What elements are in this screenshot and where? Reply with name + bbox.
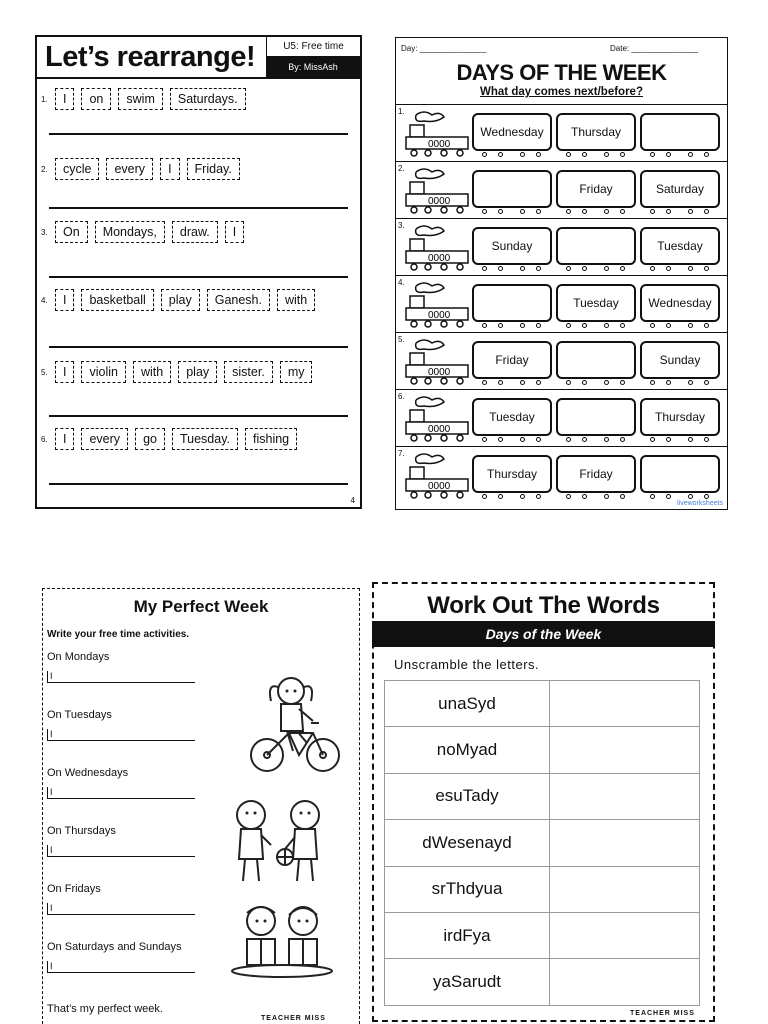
answer-cell[interactable] [550, 866, 700, 912]
table-row [385, 912, 700, 958]
train-engine-icon [402, 453, 472, 499]
wheel-icon [704, 494, 709, 499]
car-wheels [556, 209, 636, 215]
answer-cell[interactable] [550, 727, 700, 773]
wheel-icon [482, 209, 487, 214]
wheel-icon [566, 380, 571, 385]
word-card[interactable]: I [55, 289, 74, 311]
engine-number: 0000 [428, 139, 451, 150]
brand-logo: TEACHER MISS [630, 1010, 695, 1017]
wheel-icon [536, 209, 541, 214]
wheel-icon [482, 323, 487, 328]
word-card[interactable]: I [55, 88, 74, 110]
days-worksheet [395, 37, 728, 510]
engine-number: 0000 [428, 253, 451, 264]
days-subtitle: What day comes next/before? [480, 86, 643, 98]
perfect-week-instruction: Write your free time activities. [47, 629, 190, 640]
wheel-icon [666, 323, 671, 328]
work-out-worksheet [372, 582, 715, 1022]
train-row [396, 161, 727, 218]
train-car-day: Thursday [472, 455, 552, 493]
rearrange-worksheet [35, 35, 362, 509]
car-wheels [640, 152, 720, 158]
car-wheels [556, 437, 636, 443]
train-car-day: Tuesday [640, 227, 720, 265]
word-card[interactable]: my [280, 361, 313, 383]
wheel-icon [620, 494, 625, 499]
row-number: 6. [41, 434, 48, 444]
train-car-day: Wednesday [640, 284, 720, 322]
scrambled-word: unaSyd [385, 681, 550, 727]
answer-cell[interactable] [550, 912, 700, 958]
train-engine-icon [402, 339, 472, 385]
train-row [396, 446, 727, 503]
car-wheels [472, 152, 552, 158]
day-prompt: On Mondays [47, 651, 110, 663]
train-car-day: Sunday [640, 341, 720, 379]
train-car-day: Friday [556, 170, 636, 208]
wheel-icon [704, 380, 709, 385]
wheel-icon [666, 152, 671, 157]
table-row [385, 681, 700, 727]
train-engine-icon [402, 282, 472, 328]
word-card[interactable]: go [135, 428, 165, 450]
wheel-icon [704, 323, 709, 328]
wheel-icon [582, 209, 587, 214]
car-wheels [472, 323, 552, 329]
rearrange-title: Let’s rearrange! [45, 41, 256, 73]
wheel-icon [520, 323, 525, 328]
answer-cell[interactable] [550, 820, 700, 866]
wheel-icon [704, 209, 709, 214]
row-number: 2. [398, 164, 405, 173]
answer-line[interactable] [49, 207, 348, 209]
car-wheels [472, 209, 552, 215]
row-number: 4. [398, 278, 405, 287]
word-card[interactable]: Mondays, [95, 221, 165, 243]
wheel-icon [620, 323, 625, 328]
scrambled-word: dWesenayd [385, 820, 550, 866]
wheel-icon [666, 437, 671, 442]
wheel-icon [688, 494, 693, 499]
row-number: 7. [398, 449, 405, 458]
wheel-icon [520, 380, 525, 385]
wheel-icon [482, 266, 487, 271]
train-car-blank[interactable] [472, 170, 552, 208]
day-label: Day: _______________ [401, 44, 487, 53]
wheel-icon [498, 437, 503, 442]
word-card[interactable]: fishing [245, 428, 297, 450]
train-car-day: Saturday [640, 170, 720, 208]
row-number: 1. [41, 94, 48, 104]
unscramble-table [384, 680, 700, 1006]
sentence-row [41, 427, 354, 451]
perfect-week-worksheet [42, 588, 360, 1024]
wheel-icon [704, 266, 709, 271]
wheel-icon [620, 380, 625, 385]
wheel-icon [604, 380, 609, 385]
wheel-icon [536, 152, 541, 157]
date-label: Date: _______________ [610, 44, 699, 53]
word-card[interactable]: I [160, 158, 179, 180]
word-card[interactable]: I [55, 361, 74, 383]
train-car-blank[interactable] [556, 341, 636, 379]
table-row [385, 866, 700, 912]
car-wheels [640, 380, 720, 386]
work-out-band: Days of the Week [372, 621, 715, 647]
work-out-title: Work Out The Words [427, 592, 660, 619]
boys-with-basketball-illustration [229, 795, 335, 887]
car-wheels [472, 380, 552, 386]
scrambled-word: irdFya [385, 912, 550, 958]
answer-cell[interactable] [550, 959, 700, 1005]
word-card[interactable]: sister. [224, 361, 273, 383]
train-row [396, 332, 727, 389]
wheel-icon [666, 266, 671, 271]
train-car-blank[interactable] [556, 398, 636, 436]
train-engine-icon [402, 168, 472, 214]
table-row [385, 820, 700, 866]
page-number: 4 [350, 496, 355, 505]
writing-line[interactable]: I [47, 845, 195, 857]
scrambled-word: noMyad [385, 727, 550, 773]
sentence-row [41, 157, 354, 181]
word-card[interactable]: On [55, 221, 88, 243]
word-card[interactable]: play [161, 289, 200, 311]
scrambled-word: srThdyua [385, 866, 550, 912]
word-card[interactable]: Tuesday. [172, 428, 238, 450]
car-wheels [472, 266, 552, 272]
word-card[interactable]: I [55, 428, 74, 450]
wheel-icon [666, 209, 671, 214]
wheel-icon [498, 266, 503, 271]
word-card[interactable]: cycle [55, 158, 99, 180]
car-wheels [640, 323, 720, 329]
answer-line[interactable] [49, 483, 348, 485]
wheel-icon [566, 152, 571, 157]
wheel-icon [482, 380, 487, 385]
wheel-icon [536, 323, 541, 328]
row-number: 6. [398, 392, 405, 401]
writing-line[interactable]: I [47, 961, 195, 973]
closing-sentence: That’s my perfect week. [47, 1003, 163, 1015]
wheel-icon [520, 266, 525, 271]
work-out-instruction: Unscramble the letters. [394, 657, 540, 672]
wheel-icon [582, 494, 587, 499]
sentence-row [41, 87, 354, 111]
kids-reading-illustration [229, 901, 335, 979]
day-prompt: On Fridays [47, 883, 101, 895]
girl-on-bicycle-illustration [247, 673, 343, 777]
car-wheels [556, 152, 636, 158]
sentence-row [41, 360, 354, 384]
answer-cell[interactable] [550, 773, 700, 819]
wheel-icon [604, 494, 609, 499]
word-card[interactable]: with [133, 361, 171, 383]
car-wheels [472, 437, 552, 443]
wheel-icon [650, 209, 655, 214]
wheel-icon [482, 494, 487, 499]
train-car-blank[interactable] [640, 455, 720, 493]
word-card[interactable]: play [178, 361, 217, 383]
footer-logo: liveworksheets [677, 500, 723, 507]
row-number: 1. [398, 107, 405, 116]
train-car-blank[interactable] [640, 113, 720, 151]
row-number: 2. [41, 164, 48, 174]
writing-line[interactable]: I [47, 787, 195, 799]
wheel-icon [650, 266, 655, 271]
answer-cell[interactable] [550, 681, 700, 727]
engine-number: 0000 [428, 367, 451, 378]
wheel-icon [520, 152, 525, 157]
days-title: DAYS OF THE WEEK [456, 60, 667, 85]
car-wheels [556, 266, 636, 272]
wheel-icon [482, 152, 487, 157]
answer-line[interactable] [49, 133, 348, 135]
train-car-day: Thursday [556, 113, 636, 151]
wheel-icon [566, 494, 571, 499]
wheel-icon [620, 266, 625, 271]
wheel-icon [582, 152, 587, 157]
wheel-icon [566, 323, 571, 328]
wheel-icon [566, 209, 571, 214]
wheel-icon [536, 494, 541, 499]
table-row [385, 727, 700, 773]
wheel-icon [688, 380, 693, 385]
wheel-icon [604, 266, 609, 271]
table-row [385, 959, 700, 1005]
engine-number: 0000 [428, 196, 451, 207]
wheel-icon [604, 437, 609, 442]
unit-tag [266, 37, 360, 77]
wheel-icon [666, 380, 671, 385]
wheel-icon [536, 380, 541, 385]
wheel-icon [582, 437, 587, 442]
writing-line[interactable]: I [47, 903, 195, 915]
wheel-icon [666, 494, 671, 499]
wheel-icon [688, 209, 693, 214]
train-engine-icon [402, 225, 472, 271]
wheel-icon [604, 323, 609, 328]
wheel-icon [604, 209, 609, 214]
wheel-icon [498, 323, 503, 328]
wheel-icon [650, 380, 655, 385]
wheel-icon [688, 152, 693, 157]
row-number: 5. [41, 367, 48, 377]
wheel-icon [620, 152, 625, 157]
train-car-blank[interactable] [472, 284, 552, 322]
wheel-icon [650, 494, 655, 499]
answer-line[interactable] [49, 346, 348, 348]
word-card[interactable]: draw. [172, 221, 218, 243]
wheel-icon [650, 437, 655, 442]
word-card[interactable]: Saturdays. [170, 88, 246, 110]
word-card[interactable]: with [277, 289, 315, 311]
author-label: By: MissAsh [266, 57, 360, 77]
wheel-icon [704, 437, 709, 442]
day-prompt: On Thursdays [47, 825, 116, 837]
train-car-day: Tuesday [472, 398, 552, 436]
car-wheels [556, 494, 636, 500]
wheel-icon [650, 323, 655, 328]
car-wheels [556, 380, 636, 386]
train-car-day: Tuesday [556, 284, 636, 322]
word-card[interactable]: I [225, 221, 244, 243]
wheel-icon [536, 266, 541, 271]
wheel-icon [520, 209, 525, 214]
answer-line[interactable] [49, 415, 348, 417]
brand-logo: TEACHER MISS [261, 1015, 326, 1022]
train-row [396, 275, 727, 332]
word-card[interactable]: violin [81, 361, 126, 383]
row-number: 3. [398, 221, 405, 230]
day-prompt: On Wednesdays [47, 767, 129, 779]
wheel-icon [498, 152, 503, 157]
car-wheels [556, 323, 636, 329]
wheel-icon [498, 380, 503, 385]
wheel-icon [482, 437, 487, 442]
wheel-icon [704, 152, 709, 157]
wheel-icon [536, 437, 541, 442]
train-engine-icon [402, 396, 472, 442]
writing-line[interactable]: I [47, 729, 195, 741]
train-car-blank[interactable] [556, 227, 636, 265]
wheel-icon [582, 380, 587, 385]
table-row [385, 773, 700, 819]
day-prompt: On Tuesdays [47, 709, 112, 721]
train-row [396, 218, 727, 275]
row-number: 4. [41, 295, 48, 305]
car-wheels [640, 266, 720, 272]
scrambled-word: yaSarudt [385, 959, 550, 1005]
row-number: 5. [398, 335, 405, 344]
writing-line[interactable]: I [47, 671, 195, 683]
word-card[interactable]: basketball [81, 289, 153, 311]
wheel-icon [650, 152, 655, 157]
engine-number: 0000 [428, 481, 451, 492]
train-row [396, 104, 727, 161]
train-car-day: Sunday [472, 227, 552, 265]
wheel-icon [566, 266, 571, 271]
day-prompt: On Saturdays and Sundays [47, 941, 182, 953]
wheel-icon [604, 152, 609, 157]
train-row [396, 389, 727, 446]
row-number: 3. [41, 227, 48, 237]
wheel-icon [582, 323, 587, 328]
train-engine-icon [402, 111, 472, 157]
word-card[interactable]: every [81, 428, 128, 450]
perfect-week-title: My Perfect Week [133, 597, 269, 616]
word-card[interactable]: swim [118, 88, 162, 110]
wheel-icon [498, 209, 503, 214]
wheel-icon [688, 266, 693, 271]
engine-number: 0000 [428, 310, 451, 321]
word-card[interactable]: Ganesh. [207, 289, 270, 311]
train-car-day: Wednesday [472, 113, 552, 151]
wheel-icon [520, 494, 525, 499]
car-wheels [472, 494, 552, 500]
wheel-icon [582, 266, 587, 271]
answer-line[interactable] [49, 276, 348, 278]
train-car-day: Thursday [640, 398, 720, 436]
word-card[interactable]: every [106, 158, 153, 180]
wheel-icon [566, 437, 571, 442]
word-card[interactable]: Friday. [187, 158, 240, 180]
train-car-day: Friday [556, 455, 636, 493]
wheel-icon [620, 209, 625, 214]
wheel-icon [620, 437, 625, 442]
train-car-day: Friday [472, 341, 552, 379]
car-wheels [640, 209, 720, 215]
wheel-icon [498, 494, 503, 499]
wheel-icon [688, 323, 693, 328]
unit-label: U5: Free time [266, 37, 360, 57]
sentence-row [41, 288, 354, 312]
word-card[interactable]: on [81, 88, 111, 110]
sentence-row [41, 220, 354, 244]
engine-number: 0000 [428, 424, 451, 435]
scrambled-word: esuTady [385, 773, 550, 819]
car-wheels [640, 437, 720, 443]
title-divider [37, 77, 360, 79]
wheel-icon [688, 437, 693, 442]
wheel-icon [520, 437, 525, 442]
